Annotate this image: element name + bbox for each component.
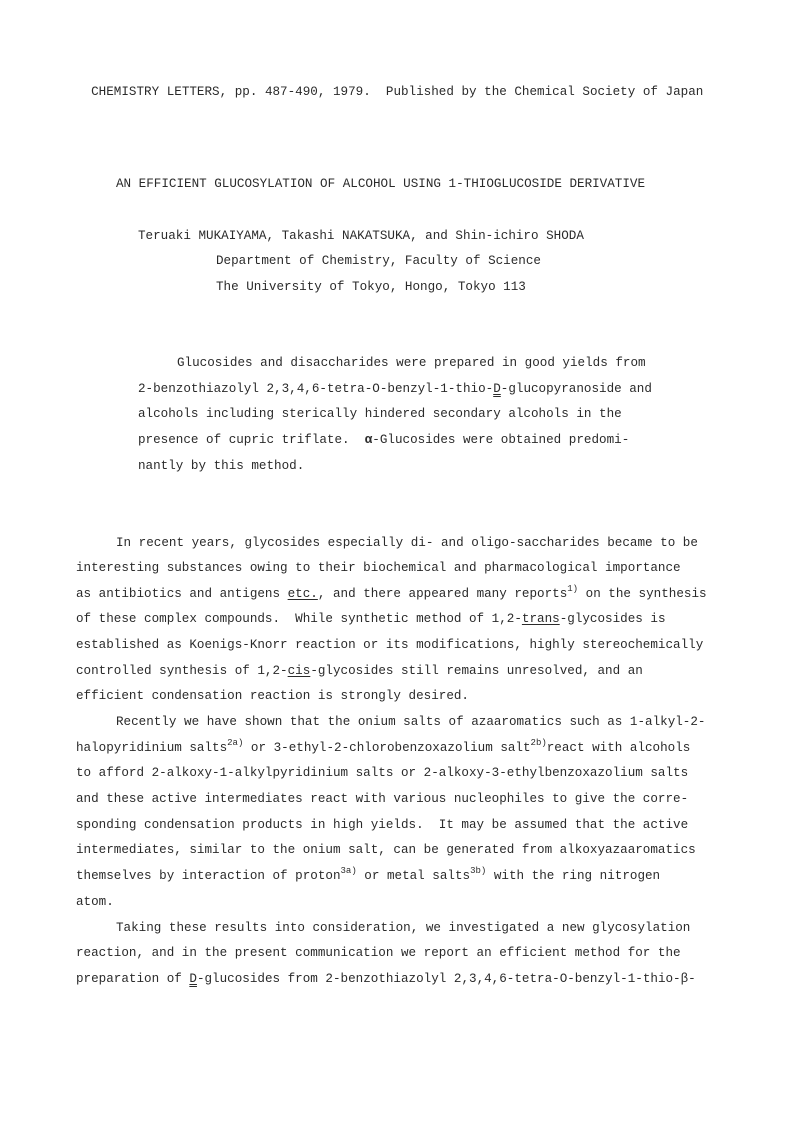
- body-line: sponding condensation products in high yields. It may be assumed that the active: [76, 818, 689, 832]
- abstract-line: [138, 383, 652, 396]
- body-line: [76, 613, 666, 626]
- author-list: Teruaki MUKAIYAMA, Takashi NAKATSUKA, and Shin-ichiro SHODA: [138, 229, 584, 243]
- citation-ref: 3a): [340, 866, 357, 876]
- trans-term: trans: [521, 612, 560, 626]
- body-text-span: controlled synthesis of 1,2-: [76, 664, 288, 678]
- body-line: established as Koenigs-Knorr reaction or its modifications, highly stereochemically: [76, 638, 704, 652]
- publisher: Published by the Chemical Society of Japan: [385, 84, 704, 99]
- body-line: [76, 738, 691, 755]
- body-text-span: of these complex compounds. While synthetic method of 1,2-: [76, 612, 522, 626]
- d-prefix: D: [493, 382, 501, 396]
- etc-abbrev: etc.: [287, 587, 318, 601]
- d-prefix: D: [189, 972, 197, 986]
- department: Department of Chemistry, Faculty of Science: [216, 254, 541, 268]
- paper-title: AN EFFICIENT GLUCOSYLATION OF ALCOHOL USING 1-THIOGLUCOSIDE DERIVATIVE: [116, 177, 646, 191]
- citation: CHEMISTRY LETTERS, pp. 487-490, 1979.: [91, 84, 371, 99]
- body-line: atom.: [76, 895, 114, 909]
- abstract-line: alcohols including sterically hindered secondary alcohols in the: [138, 407, 622, 421]
- body-line: Taking these results into consideration, we investigated a new glycosylation: [116, 921, 691, 935]
- body-line: and these active intermediates react with various nucleophiles to give the corre-: [76, 792, 689, 806]
- body-text-span: -glycosides still remains unresolved, and an: [310, 664, 643, 678]
- abstract-line: Glucosides and disaccharides were prepared in good yields from: [177, 356, 646, 370]
- body-text-span: with the ring nitrogen: [486, 869, 661, 883]
- body-line: [76, 665, 643, 678]
- abstract-text: -glucopyranoside and: [500, 382, 652, 396]
- body-text-span: halopyridinium salts: [76, 741, 228, 755]
- journal-header: [76, 73, 703, 98]
- body-line: [76, 866, 661, 883]
- body-text-span: or metal salts: [356, 869, 471, 883]
- abstract-text: 2-benzothiazolyl 2,3,4,6-tetra-O-benzyl-1-thio-: [138, 382, 494, 396]
- abstract-text: presence of cupric triflate.: [138, 433, 365, 447]
- body-text-span: preparation of: [76, 972, 190, 986]
- body-line: to afford 2-alkoxy-1-alkylpyridinium salts or 2-alkoxy-3-ethylbenzoxazolium salts: [76, 766, 689, 780]
- abstract-text: -Glucosides were obtained predomi-: [372, 433, 630, 447]
- body-line: intermediates, similar to the onium salt, can be generated from alkoxyazaaromatics: [76, 843, 696, 857]
- body-text-span: -glucosides from 2-benzothiazolyl 2,3,4,6-tetra-O-benzyl-1-thio-: [196, 972, 681, 986]
- body-line: [76, 973, 696, 986]
- body-text-span: or 3-ethyl-2-chlorobenzoxazolium salt: [243, 741, 531, 755]
- cis-term: cis: [287, 664, 311, 678]
- abstract-line: nantly by this method.: [138, 459, 305, 473]
- citation-ref: 2a): [227, 738, 244, 748]
- body-line: Recently we have shown that the onium salts of azaaromatics such as 1-alkyl-2-: [116, 715, 706, 729]
- body-line: efficient condensation reaction is strongly desired.: [76, 689, 469, 703]
- body-line: reaction, and in the present communication we report an efficient method for the: [76, 946, 681, 960]
- body-text-span: -glycosides is: [559, 612, 666, 626]
- body-text-span: , and there appeared many reports: [317, 587, 568, 601]
- body-text-span: themselves by interaction of proton: [76, 869, 341, 883]
- alpha-symbol: α: [364, 433, 373, 447]
- citation-ref: 1): [567, 584, 579, 594]
- citation-ref: 3b): [470, 866, 487, 876]
- body-text-span: as antibiotics and antigens: [76, 587, 288, 601]
- citation-ref: 2b): [530, 738, 547, 748]
- university: The University of Tokyo, Hongo, Tokyo 113: [216, 280, 526, 294]
- beta-symbol: β-: [680, 972, 696, 986]
- body-text-span: on the synthesis: [578, 587, 707, 601]
- body-line: In recent years, glycosides especially di- and oligo-saccharides became to be: [116, 536, 698, 550]
- abstract-line: [138, 434, 629, 447]
- body-line: interesting substances owing to their biochemical and pharmacological importance: [76, 561, 681, 575]
- body-line: [76, 584, 707, 601]
- body-text-span: react with alcohols: [546, 741, 691, 755]
